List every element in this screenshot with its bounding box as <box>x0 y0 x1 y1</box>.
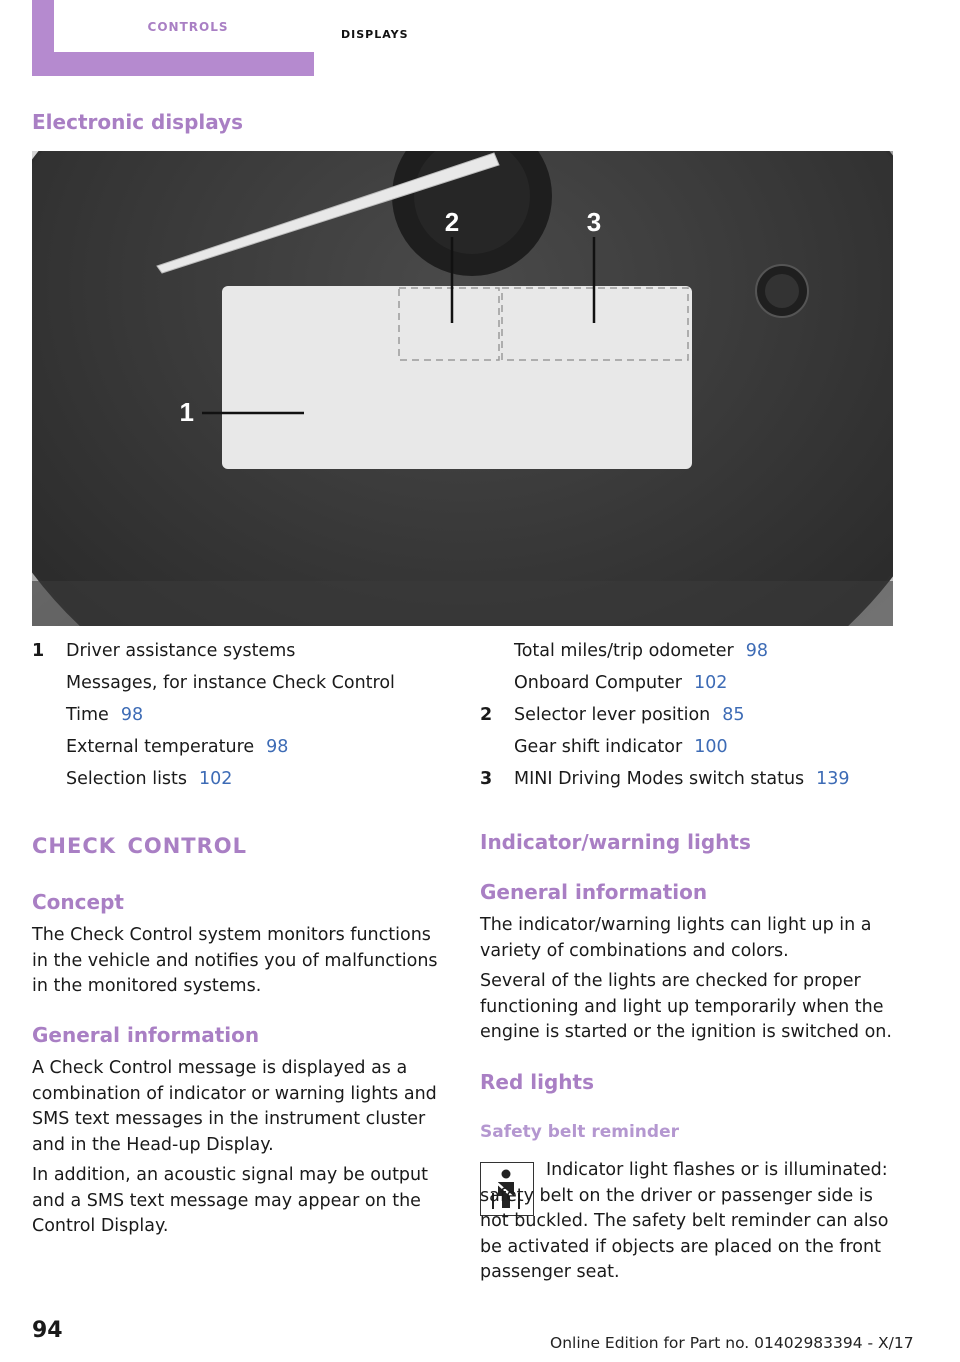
legend-item <box>32 699 395 731</box>
legend-item <box>32 731 395 763</box>
page-reference-link[interactable]: 102 <box>199 769 233 789</box>
callout-1: 1 <box>179 397 194 427</box>
indicator-general-heading: General information <box>480 880 708 904</box>
legend-right <box>480 635 850 795</box>
legend-item <box>32 763 395 795</box>
check-control-general-text-2: In addition, an acoustic signal may be output and a SMS text message may appear on the Control Display. <box>32 1165 428 1236</box>
page-reference-link[interactable]: 98 <box>120 705 144 725</box>
legend-left <box>32 635 395 795</box>
indicator-heading: Indicator/warning lights <box>480 830 751 854</box>
red-lights-heading: Red lights <box>480 1070 594 1094</box>
legend-text: Total miles/trip odometer <box>514 641 734 661</box>
page-number: 94 <box>32 1318 63 1343</box>
legend-item <box>480 699 850 731</box>
edition-footer: Online Edition for Part no. 01402983394 - X/17 <box>550 1334 914 1352</box>
page-reference-link[interactable]: 139 <box>816 769 850 789</box>
legend-item <box>32 635 395 667</box>
instrument-cluster-figure <box>32 151 893 626</box>
indicator-general-text-1: The indicator/warning lights can light up in a variety of combinations and colors. <box>480 915 872 961</box>
indicator-general-text-2: Several of the lights are checked for proper functioning and light up temporarily when the engine is started or the ignition is switched on. <box>480 971 892 1042</box>
legend-item <box>480 763 850 795</box>
check-control-general-text-1: A Check Control message is displayed as a combination of indicator or warning lights and SMS text messages in the instrument cluster and in the Head-up Display. <box>32 1058 437 1155</box>
callout-2: 2 <box>444 207 460 237</box>
legend-text: External temperature <box>66 737 255 757</box>
concept-text: The Check Control system monitors functions in the vehicle and notifies you of malfunctions in the monitored systems. <box>32 925 438 996</box>
page-reference-link[interactable]: 100 <box>694 737 728 757</box>
legend-text: Selector lever position <box>514 705 711 725</box>
legend-number: 1 <box>32 641 45 661</box>
legend-number: 3 <box>480 769 493 789</box>
concept-heading: Concept <box>32 890 124 914</box>
page-reference-link[interactable]: 102 <box>693 673 728 693</box>
legend-item <box>32 667 395 699</box>
legend-text: Messages, for instance Check Control <box>66 673 395 693</box>
callout-3: 3 <box>586 207 602 237</box>
legend-number: 2 <box>480 705 493 725</box>
legend-text: MINI Driving Modes switch status <box>514 769 805 789</box>
belt-reminder-heading: Safety belt reminder <box>480 1122 679 1142</box>
legend-item <box>480 731 850 763</box>
check-control-general-heading: General information <box>32 1023 260 1047</box>
legend-text: Selection lists <box>66 769 188 789</box>
page-reference-link[interactable]: 98 <box>745 641 769 661</box>
legend-text: Driver assistance systems <box>66 641 296 661</box>
legend-item <box>480 667 850 699</box>
legend-item <box>480 635 850 667</box>
check-control-heading: check control <box>32 826 248 861</box>
page-reference-link[interactable]: 98 <box>266 737 289 757</box>
controls-tab-label-box <box>54 0 322 52</box>
controls-tab-label: controls <box>147 16 229 36</box>
belt-reminder-text: Indicator light flashes or is illuminated: safety belt on the driver or passenger side is not buckled. The safety belt reminder can also be activated if objects are placed on the front passenger seat. <box>480 1160 889 1282</box>
displays-tab[interactable]: displays <box>341 24 409 42</box>
figure-title: Electronic displays <box>32 110 244 134</box>
legend-text: Gear shift indicator <box>514 737 683 757</box>
legend-text: Onboard Computer <box>514 673 682 693</box>
legend-text: Time <box>66 705 109 725</box>
controls-tab[interactable] <box>32 0 314 76</box>
instrument-cluster-image <box>32 151 893 626</box>
page-reference-link[interactable]: 85 <box>722 705 745 725</box>
